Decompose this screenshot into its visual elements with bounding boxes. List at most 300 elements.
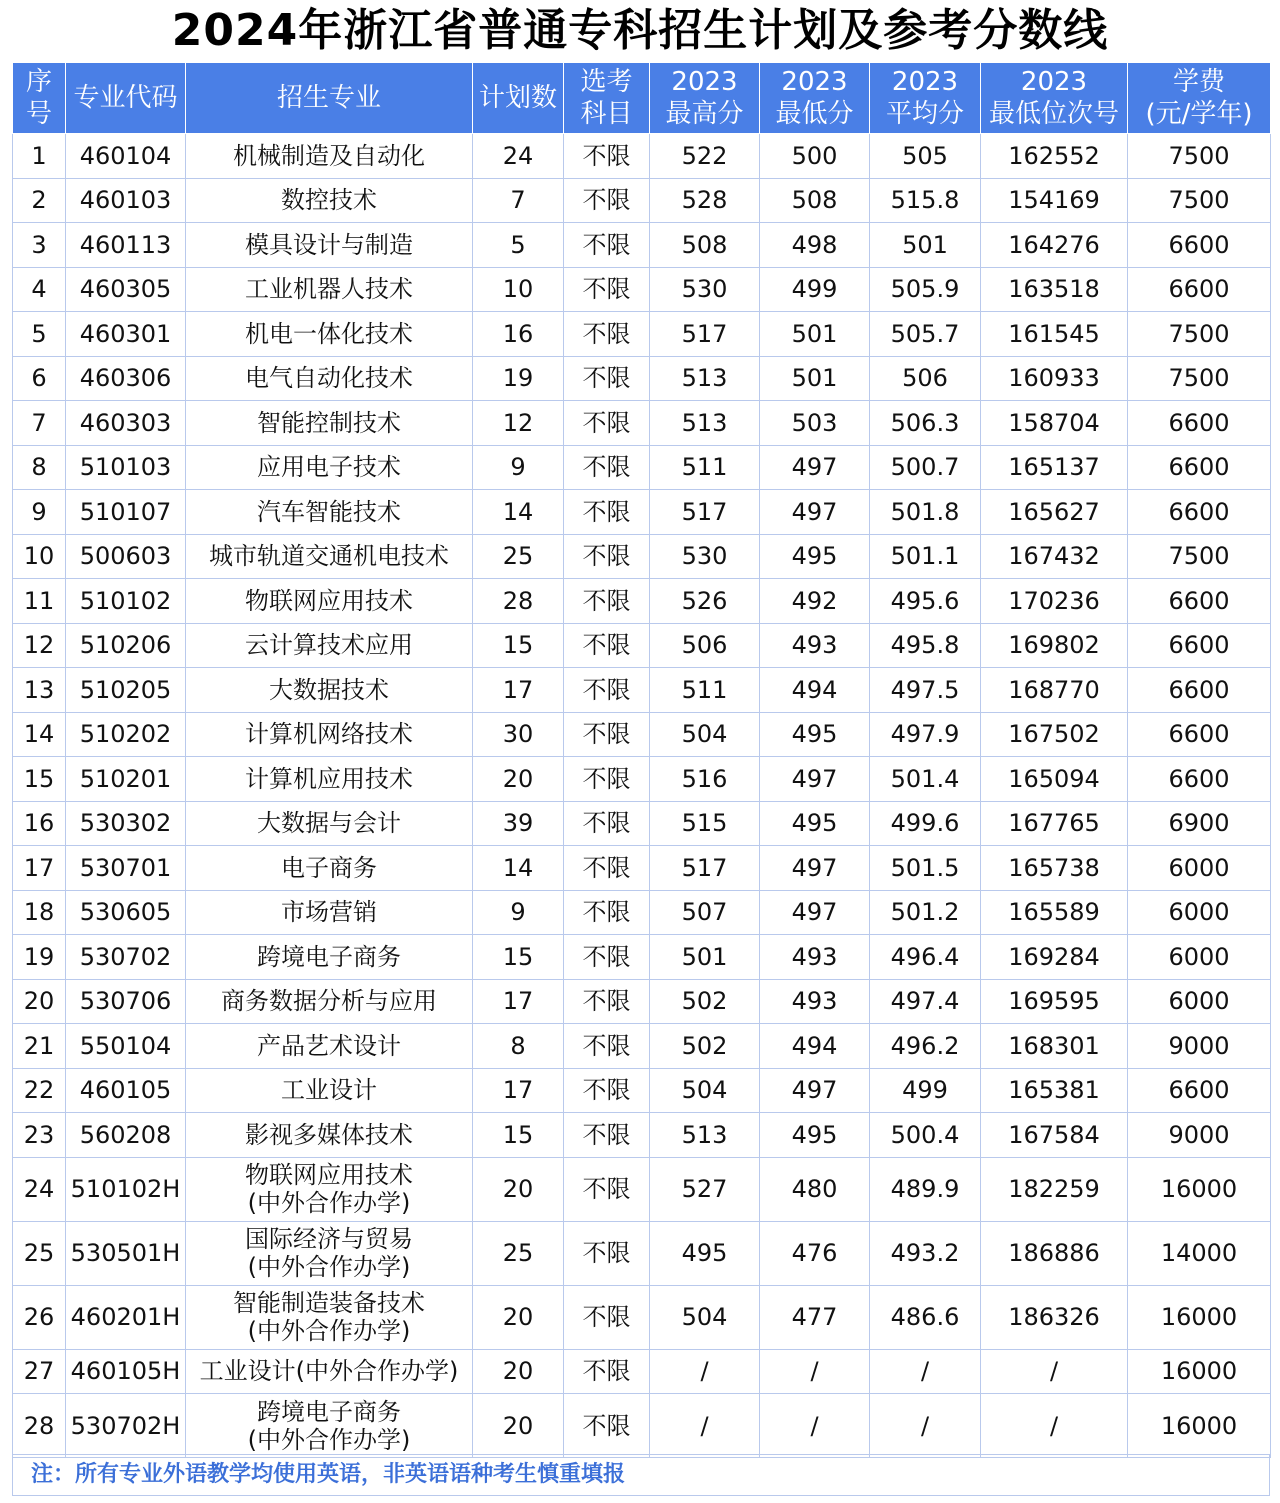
cell-plan: 10 xyxy=(473,267,564,312)
cell-plan: 15 xyxy=(473,1113,564,1158)
cell-major: 应用电子技术 xyxy=(186,445,473,490)
table-row xyxy=(13,134,1271,179)
cell-max-score: 511 xyxy=(650,668,760,713)
cell-fee: 6600 xyxy=(1128,668,1271,713)
cell-plan: 25 xyxy=(473,534,564,579)
cell-no: 19 xyxy=(13,935,66,980)
page-title: 2024年浙江省普通专科招生计划及参考分数线 xyxy=(171,5,1109,56)
cell-max-score: 516 xyxy=(650,757,760,802)
cell-no: 9 xyxy=(13,490,66,535)
table-row xyxy=(13,668,1271,713)
cell-fee: 6600 xyxy=(1128,490,1271,535)
table-row xyxy=(13,401,1271,446)
cell-code: 530706 xyxy=(66,979,186,1024)
header-line-2: 平均分 xyxy=(885,99,964,129)
cell-fee: 6600 xyxy=(1128,401,1271,446)
cell-subject: 不限 xyxy=(564,445,650,490)
table-row xyxy=(13,712,1271,757)
cell-fee: 6000 xyxy=(1128,979,1271,1024)
cell-plan: 16 xyxy=(473,312,564,357)
footnote: 注：所有专业外语教学均使用英语，非英语语种考生慎重填报 xyxy=(12,1454,1270,1496)
cell-no: 23 xyxy=(13,1113,66,1158)
cell-subject: 不限 xyxy=(564,1349,650,1394)
table-row xyxy=(13,1113,1271,1158)
cell-avg-score: 505 xyxy=(870,134,981,179)
table-row xyxy=(13,1285,1271,1349)
header-code xyxy=(66,63,186,134)
cell-fee: 6000 xyxy=(1128,846,1271,891)
cell-major: 工业机器人技术 xyxy=(186,267,473,312)
table-row xyxy=(13,1024,1271,1069)
cell-fee: 9000 xyxy=(1128,1113,1271,1158)
cell-plan: 20 xyxy=(473,1157,564,1221)
cell-min-score: 495 xyxy=(760,801,870,846)
header-line-1: 2023 xyxy=(671,67,738,97)
cell-major: 大数据技术 xyxy=(186,668,473,713)
cell-major: 智能控制技术 xyxy=(186,401,473,446)
cell-subject: 不限 xyxy=(564,1157,650,1221)
cell-avg-score: 506 xyxy=(870,356,981,401)
cell-plan: 9 xyxy=(473,890,564,935)
cell-max-score: 513 xyxy=(650,1113,760,1158)
table-row xyxy=(13,1157,1271,1221)
cell-major: 计算机应用技术 xyxy=(186,757,473,802)
cell-avg-score: 495.6 xyxy=(870,579,981,624)
cell-code: 550104 xyxy=(66,1024,186,1069)
cell-fee: 7500 xyxy=(1128,534,1271,579)
cell-fee: 6600 xyxy=(1128,757,1271,802)
cell-no: 13 xyxy=(13,668,66,713)
cell-plan: 24 xyxy=(473,134,564,179)
header-line-1: 招生专业 xyxy=(276,83,381,113)
header-line-1: 学费 xyxy=(1172,67,1225,97)
cell-code: 510201 xyxy=(66,757,186,802)
cell-plan: 7 xyxy=(473,178,564,223)
major-name: 跨境电子商务 xyxy=(257,1397,401,1426)
cell-major: 工业设计 xyxy=(186,1068,473,1113)
cell-plan: 19 xyxy=(473,356,564,401)
cell-fee: 16000 xyxy=(1128,1394,1271,1458)
cell-max-score: 502 xyxy=(650,1024,760,1069)
cell-min-rank: 169595 xyxy=(981,979,1128,1024)
table-row xyxy=(13,801,1271,846)
cell-max-score: / xyxy=(650,1349,760,1394)
header-line-1: 专业代码 xyxy=(73,83,178,113)
cell-major xyxy=(186,1285,473,1349)
cell-major: 电气自动化技术 xyxy=(186,356,473,401)
cell-max-score: 517 xyxy=(650,846,760,891)
cell-major: 市场营销 xyxy=(186,890,473,935)
cell-fee: 16000 xyxy=(1128,1157,1271,1221)
cell-fee: 16000 xyxy=(1128,1285,1271,1349)
cell-min-rank: 165589 xyxy=(981,890,1128,935)
cell-min-score: 499 xyxy=(760,267,870,312)
header-line-1: 2023 xyxy=(891,67,959,97)
cell-min-score: 497 xyxy=(760,490,870,535)
cell-no: 1 xyxy=(13,134,66,179)
major-name: 智能制造装备技术 xyxy=(233,1289,425,1317)
cell-min-rank: 186886 xyxy=(981,1221,1128,1285)
cell-max-score: 511 xyxy=(650,445,760,490)
cell-code: 510102H xyxy=(66,1157,186,1221)
cell-min-rank: 167584 xyxy=(981,1113,1128,1158)
cell-no: 25 xyxy=(13,1221,66,1285)
cell-code: 530605 xyxy=(66,890,186,935)
cell-avg-score: 506.3 xyxy=(870,401,981,446)
cell-fee: 7500 xyxy=(1128,178,1271,223)
cell-major: 影视多媒体技术 xyxy=(186,1113,473,1158)
cell-major: 跨境电子商务 xyxy=(186,935,473,980)
cell-plan: 12 xyxy=(473,401,564,446)
cell-min-score: 480 xyxy=(760,1157,870,1221)
header-line-1: 2023 xyxy=(1020,67,1088,97)
major-note: (中外合作办学) xyxy=(247,1253,411,1281)
cell-min-score: 497 xyxy=(760,757,870,802)
table-row xyxy=(13,356,1271,401)
header-line-2: 最低位次号 xyxy=(988,99,1119,129)
cell-min-rank: 170236 xyxy=(981,579,1128,624)
cell-min-score: 497 xyxy=(760,445,870,490)
cell-code: 530302 xyxy=(66,801,186,846)
table-row xyxy=(13,890,1271,935)
header-max xyxy=(650,63,760,134)
cell-avg-score: 496.2 xyxy=(870,1024,981,1069)
table-row xyxy=(13,490,1271,535)
cell-avg-score: 497.9 xyxy=(870,712,981,757)
cell-plan: 20 xyxy=(473,1394,564,1458)
cell-no: 24 xyxy=(13,1157,66,1221)
cell-plan: 39 xyxy=(473,801,564,846)
cell-avg-score: 500.4 xyxy=(870,1113,981,1158)
cell-min-score: 497 xyxy=(760,846,870,891)
cell-min-rank: 165627 xyxy=(981,490,1128,535)
cell-min-rank: 182259 xyxy=(981,1157,1128,1221)
cell-avg-score: 501 xyxy=(870,223,981,268)
cell-code: 510107 xyxy=(66,490,186,535)
cell-max-score: 530 xyxy=(650,267,760,312)
cell-plan: 14 xyxy=(473,846,564,891)
table-row xyxy=(13,1068,1271,1113)
cell-max-score: 517 xyxy=(650,490,760,535)
major-note: (中外合作办学) xyxy=(247,1317,411,1345)
cell-code: 460301 xyxy=(66,312,186,357)
header-line-2: (元/学年) xyxy=(1145,99,1253,129)
cell-fee: 6600 xyxy=(1128,445,1271,490)
header-major xyxy=(186,63,473,134)
table-row xyxy=(13,312,1271,357)
cell-avg-score: 489.9 xyxy=(870,1157,981,1221)
cell-min-score: / xyxy=(760,1349,870,1394)
cell-min-rank: 165381 xyxy=(981,1068,1128,1113)
cell-code: 460105H xyxy=(66,1349,186,1394)
cell-fee: 6600 xyxy=(1128,223,1271,268)
cell-no: 5 xyxy=(13,312,66,357)
cell-no: 18 xyxy=(13,890,66,935)
cell-code: 460103 xyxy=(66,178,186,223)
table-row xyxy=(13,1394,1271,1458)
cell-plan: 30 xyxy=(473,712,564,757)
cell-major: 数控技术 xyxy=(186,178,473,223)
cell-code: 460305 xyxy=(66,267,186,312)
cell-subject: 不限 xyxy=(564,356,650,401)
header-line-1: 2023 xyxy=(781,67,848,97)
cell-subject: 不限 xyxy=(564,1068,650,1113)
cell-min-score: 494 xyxy=(760,1024,870,1069)
cell-plan: 20 xyxy=(473,1285,564,1349)
table-row xyxy=(13,979,1271,1024)
cell-min-score: 493 xyxy=(760,935,870,980)
cell-subject: 不限 xyxy=(564,1024,650,1069)
cell-max-score: 513 xyxy=(650,356,760,401)
cell-min-score: / xyxy=(760,1394,870,1458)
cell-max-score: 530 xyxy=(650,534,760,579)
cell-fee: 7500 xyxy=(1128,356,1271,401)
table-row xyxy=(13,757,1271,802)
cell-fee: 16000 xyxy=(1128,1349,1271,1394)
cell-subject: 不限 xyxy=(564,312,650,357)
cell-avg-score: 496.4 xyxy=(870,935,981,980)
header-subject xyxy=(564,63,650,134)
cell-plan: 17 xyxy=(473,1068,564,1113)
cell-min-score: 494 xyxy=(760,668,870,713)
cell-max-score: 526 xyxy=(650,579,760,624)
cell-min-rank: 167432 xyxy=(981,534,1128,579)
table-row xyxy=(13,445,1271,490)
cell-min-rank: 165738 xyxy=(981,846,1128,891)
cell-code: 530501H xyxy=(66,1221,186,1285)
table-row xyxy=(13,1349,1271,1394)
cell-subject: 不限 xyxy=(564,178,650,223)
cell-max-score: 501 xyxy=(650,935,760,980)
cell-min-rank: 169802 xyxy=(981,623,1128,668)
cell-min-rank: 162552 xyxy=(981,134,1128,179)
cell-no: 10 xyxy=(13,534,66,579)
cell-max-score: 513 xyxy=(650,401,760,446)
cell-code: 460104 xyxy=(66,134,186,179)
header-line-2: 最高分 xyxy=(665,99,744,129)
cell-avg-score: 497.5 xyxy=(870,668,981,713)
cell-min-score: 492 xyxy=(760,579,870,624)
cell-min-rank: 165094 xyxy=(981,757,1128,802)
cell-avg-score: 501.8 xyxy=(870,490,981,535)
cell-max-score: 495 xyxy=(650,1221,760,1285)
cell-major xyxy=(186,1394,473,1458)
header-line-1: 序 xyxy=(25,67,52,97)
cell-major: 物联网应用技术 xyxy=(186,579,473,624)
cell-no: 26 xyxy=(13,1285,66,1349)
cell-fee: 6600 xyxy=(1128,1068,1271,1113)
cell-max-score: 507 xyxy=(650,890,760,935)
cell-min-score: 501 xyxy=(760,312,870,357)
cell-code: 460113 xyxy=(66,223,186,268)
cell-avg-score: 500.7 xyxy=(870,445,981,490)
cell-plan: 25 xyxy=(473,1221,564,1285)
cell-fee: 6600 xyxy=(1128,712,1271,757)
cell-min-rank: 169284 xyxy=(981,935,1128,980)
header-line-2: 号 xyxy=(25,99,52,129)
cell-major: 城市轨道交通机电技术 xyxy=(186,534,473,579)
cell-no: 15 xyxy=(13,757,66,802)
cell-avg-score: 499.6 xyxy=(870,801,981,846)
cell-no: 20 xyxy=(13,979,66,1024)
cell-subject: 不限 xyxy=(564,846,650,891)
header-line-2: 最低分 xyxy=(775,99,854,129)
cell-min-rank: 167502 xyxy=(981,712,1128,757)
cell-avg-score: 495.8 xyxy=(870,623,981,668)
cell-avg-score: 505.7 xyxy=(870,312,981,357)
header-plan xyxy=(473,63,564,134)
header-line-1: 选考 xyxy=(580,67,633,97)
cell-subject: 不限 xyxy=(564,1285,650,1349)
table-row xyxy=(13,935,1271,980)
table-header-row xyxy=(13,63,1271,134)
cell-min-score: 495 xyxy=(760,1113,870,1158)
cell-plan: 15 xyxy=(473,935,564,980)
cell-min-score: 493 xyxy=(760,623,870,668)
cell-code: 530701 xyxy=(66,846,186,891)
cell-plan: 9 xyxy=(473,445,564,490)
major-name: 国际经济与贸易 xyxy=(245,1225,413,1253)
cell-no: 27 xyxy=(13,1349,66,1394)
cell-major: 商务数据分析与应用 xyxy=(186,979,473,1024)
cell-subject: 不限 xyxy=(564,979,650,1024)
cell-no: 4 xyxy=(13,267,66,312)
cell-subject: 不限 xyxy=(564,1394,650,1458)
cell-min-rank: / xyxy=(981,1394,1128,1458)
cell-no: 6 xyxy=(13,356,66,401)
cell-major: 工业设计(中外合作办学) xyxy=(186,1349,473,1394)
cell-plan: 15 xyxy=(473,623,564,668)
header-line-1: 计划数 xyxy=(478,83,557,113)
cell-max-score: 502 xyxy=(650,979,760,1024)
cell-no: 2 xyxy=(13,178,66,223)
cell-min-rank: / xyxy=(981,1349,1128,1394)
cell-code: 510206 xyxy=(66,623,186,668)
cell-avg-score: 501.2 xyxy=(870,890,981,935)
cell-fee: 7500 xyxy=(1128,134,1271,179)
cell-plan: 17 xyxy=(473,668,564,713)
cell-min-score: 498 xyxy=(760,223,870,268)
cell-min-score: 495 xyxy=(760,534,870,579)
table-row xyxy=(13,1221,1271,1285)
cell-avg-score: 497.4 xyxy=(870,979,981,1024)
cell-fee: 9000 xyxy=(1128,1024,1271,1069)
cell-code: 510202 xyxy=(66,712,186,757)
cell-no: 14 xyxy=(13,712,66,757)
cell-no: 7 xyxy=(13,401,66,446)
cell-fee: 7500 xyxy=(1128,312,1271,357)
table-row xyxy=(13,267,1271,312)
admission-table-container xyxy=(12,62,1270,1458)
cell-code: 460105 xyxy=(66,1068,186,1113)
header-no xyxy=(13,63,66,134)
cell-min-score: 503 xyxy=(760,401,870,446)
header-line-2: 科目 xyxy=(580,99,633,129)
cell-major xyxy=(186,1221,473,1285)
cell-max-score: 522 xyxy=(650,134,760,179)
cell-min-rank: 161545 xyxy=(981,312,1128,357)
cell-code: 510102 xyxy=(66,579,186,624)
cell-min-score: 497 xyxy=(760,1068,870,1113)
cell-avg-score: 501.5 xyxy=(870,846,981,891)
cell-code: 460303 xyxy=(66,401,186,446)
cell-min-rank: 168301 xyxy=(981,1024,1128,1069)
cell-avg-score: 486.6 xyxy=(870,1285,981,1349)
cell-avg-score: 505.9 xyxy=(870,267,981,312)
cell-min-rank: 163518 xyxy=(981,267,1128,312)
table-row xyxy=(13,579,1271,624)
cell-subject: 不限 xyxy=(564,668,650,713)
cell-min-score: 501 xyxy=(760,356,870,401)
cell-subject: 不限 xyxy=(564,579,650,624)
cell-avg-score: / xyxy=(870,1349,981,1394)
cell-min-rank: 168770 xyxy=(981,668,1128,713)
cell-major: 电子商务 xyxy=(186,846,473,891)
header-fee xyxy=(1128,63,1271,134)
table-row xyxy=(13,178,1271,223)
cell-min-score: 493 xyxy=(760,979,870,1024)
cell-major: 机械制造及自动化 xyxy=(186,134,473,179)
header-avg xyxy=(870,63,981,134)
cell-max-score: 504 xyxy=(650,1068,760,1113)
cell-subject: 不限 xyxy=(564,490,650,535)
cell-min-score: 477 xyxy=(760,1285,870,1349)
cell-fee: 6600 xyxy=(1128,579,1271,624)
header-min xyxy=(760,63,870,134)
cell-avg-score: 501.4 xyxy=(870,757,981,802)
cell-max-score: 517 xyxy=(650,312,760,357)
cell-subject: 不限 xyxy=(564,1221,650,1285)
table-row xyxy=(13,223,1271,268)
cell-no: 22 xyxy=(13,1068,66,1113)
cell-subject: 不限 xyxy=(564,890,650,935)
cell-major: 云计算技术应用 xyxy=(186,623,473,668)
cell-min-score: 497 xyxy=(760,890,870,935)
cell-major: 模具设计与制造 xyxy=(186,223,473,268)
cell-avg-score: 501.1 xyxy=(870,534,981,579)
cell-min-rank: 154169 xyxy=(981,178,1128,223)
cell-no: 21 xyxy=(13,1024,66,1069)
cell-code: 460201H xyxy=(66,1285,186,1349)
cell-subject: 不限 xyxy=(564,623,650,668)
admission-table xyxy=(12,62,1271,1458)
cell-code: 510103 xyxy=(66,445,186,490)
cell-max-score: 527 xyxy=(650,1157,760,1221)
table-row xyxy=(13,846,1271,891)
cell-avg-score: 493.2 xyxy=(870,1221,981,1285)
cell-plan: 20 xyxy=(473,1349,564,1394)
cell-max-score: 504 xyxy=(650,712,760,757)
cell-major: 汽车智能技术 xyxy=(186,490,473,535)
cell-plan: 28 xyxy=(473,579,564,624)
major-note: (中外合作办学) xyxy=(247,1425,411,1454)
cell-subject: 不限 xyxy=(564,935,650,980)
cell-plan: 20 xyxy=(473,757,564,802)
table-row xyxy=(13,534,1271,579)
cell-min-score: 508 xyxy=(760,178,870,223)
cell-plan: 5 xyxy=(473,223,564,268)
cell-major: 产品艺术设计 xyxy=(186,1024,473,1069)
cell-subject: 不限 xyxy=(564,223,650,268)
cell-subject: 不限 xyxy=(564,401,650,446)
cell-no: 11 xyxy=(13,579,66,624)
table-body xyxy=(13,134,1271,1458)
cell-avg-score: 499 xyxy=(870,1068,981,1113)
cell-subject: 不限 xyxy=(564,1113,650,1158)
cell-subject: 不限 xyxy=(564,267,650,312)
cell-no: 17 xyxy=(13,846,66,891)
header-rank xyxy=(981,63,1128,134)
